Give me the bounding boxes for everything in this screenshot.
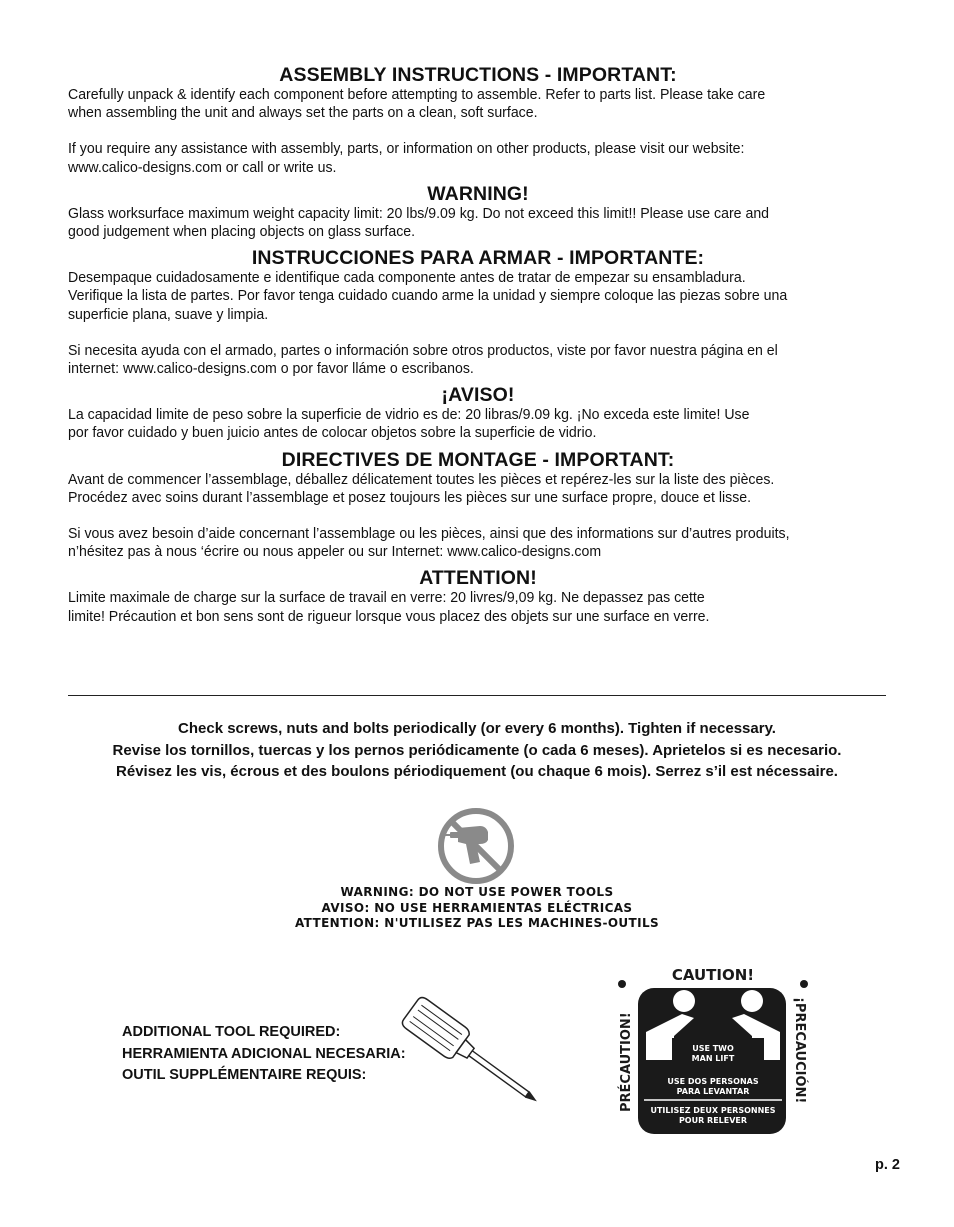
caution-french-line: POUR RELEVER [678, 1116, 748, 1125]
power-tools-english: WARNING: DO NOT USE POWER TOOLS [340, 884, 614, 899]
french-text: Si vous avez besoin d’aide concernant l’assemblage ou les pièces, ainsi que des informations sur d’autres produits, [68, 525, 790, 543]
maintenance-spanish: Revise los tornillos, tuercas y los pernos periódicamente (o cada 6 meses). Aprietelos si es necesario. [112, 741, 842, 759]
english-warning-title: WARNING! [427, 182, 529, 205]
spanish-text: Verifique la lista de partes. Por favor tenga cuidado cuando arme la unidad y siempre coloque las piezas sobre una [68, 287, 788, 305]
tool-french: OUTIL SUPPLÉMENTAIRE REQUIS: [122, 1067, 367, 1083]
caution-spanish-side: ¡PRECAUCIÓN! [792, 997, 807, 1104]
tool-spanish: HERRAMIENTA ADICIONAL NECESARIA: [122, 1045, 406, 1062]
french-warning-text: Limite maximale de charge sur la surface de travail en verre: 20 livres/9,09 kg. Ne depassez pas cette [68, 589, 705, 607]
power-tools-warning [0, 884, 954, 931]
caution-spanish-line: PARA LEVANTAR [676, 1087, 750, 1096]
power-tools-spanish: AVISO: NO USE HERRAMIENTAS ELÉCTRICAS [321, 899, 633, 915]
phillips-screwdriver-icon [388, 993, 558, 1118]
spanish-warning-text: por favor cuidado y buen juicio antes de colocar objetos sobre la superficie de vidrio. [68, 424, 597, 442]
english-text: Carefully unpack & identify each component before attempting to assemble. Refer to parts list. Please take care [68, 86, 766, 103]
spanish-warning-text: La capacidad limite de peso sobre la superficie de vidrio es de: 20 libras/9.09 kg. ¡No exceda este limite! Use [68, 406, 750, 424]
french-title: DIRECTIVES DE MONTAGE - IMPORTANT: [281, 448, 675, 471]
caution-title: CAUTION! [671, 966, 755, 984]
caution-english-line: USE TWO [692, 1044, 734, 1053]
maintenance-english: Check screws, nuts and bolts periodically (or every 6 months). Tighten if necessary. [178, 720, 776, 737]
french-warning-title: ATTENTION! [419, 567, 537, 590]
no-power-drill-icon [436, 806, 516, 886]
spanish-text: Si necesita ayuda con el armado, partes o información sobre otros productos, viste por favor nuestra página en el [68, 341, 778, 359]
two-person-lift-icon [612, 962, 824, 1140]
spanish-text: internet: www.calico-designs.com o por favor lláme o escribanos. [68, 360, 474, 378]
spanish-text: Desempaque cuidadosamente e identifique cada componente antes de tratar de empezar su ensambladura. [68, 269, 746, 287]
caution-french-line: UTILISEZ DEUX PERSONNES [650, 1106, 776, 1115]
english-text: www.calico-designs.com or call or write us. [68, 158, 337, 176]
english-title: ASSEMBLY INSTRUCTIONS - IMPORTANT: [279, 64, 677, 86]
french-text: n’hésitez pas à nous ‘écrire ou nous appeler ou sur Internet: www.calico-designs.com [68, 543, 602, 561]
instructions-block [68, 64, 888, 626]
power-tools-french: ATTENTION: N'UTILISEZ PAS LES MACHINES-OUTILS [294, 915, 660, 930]
french-text: Avant de commencer l’assemblage, déballez délicatement toutes les pièces et repérez-les sur la liste des pièces. [68, 470, 775, 488]
english-warning-text: Glass worksurface maximum weight capacity limit: 20 lbs/9.09 kg. Do not exceed this limit!! Please use care and [68, 204, 770, 222]
spanish-title: INSTRUCCIONES PARA ARMAR - IMPORTANTE: [251, 247, 705, 270]
english-text: when assembling the unit and always set the parts on a clean, soft surface. [68, 104, 538, 122]
page-number: p. 2 [875, 1157, 900, 1173]
caution-spanish-line: USE DOS PERSONAS [667, 1077, 759, 1086]
tool-english: ADDITIONAL TOOL REQUIRED: [122, 1024, 341, 1040]
english-warning-text: good judgement when placing objects on glass surface. [68, 223, 416, 241]
french-text: Procédez avec soins durant l’assemblage et posez toujours les pièces sur une surface propre, douce et lisse. [68, 488, 752, 506]
divider [68, 695, 886, 696]
spanish-warning-title: ¡AVISO! [441, 384, 515, 407]
caution-english-line: MAN LIFT [691, 1054, 735, 1063]
maintenance-french: Révisez les vis, écrous et des boulons périodiquement (ou chaque 6 mois). Serrez s’il est nécessaire. [116, 763, 838, 780]
maintenance-notice [0, 718, 954, 783]
spanish-text: superficie plana, suave y limpia. [68, 305, 269, 323]
french-warning-text: limite! Précaution et bon sens sont de rigueur lorsque vous placez des objets sur une surface en verre. [68, 607, 710, 625]
english-text: If you require any assistance with assembly, parts, or information on other products, please visit our website: [68, 140, 745, 158]
tool-required [122, 1022, 406, 1087]
caution-french-side: PRÉCAUTION! [619, 1012, 634, 1112]
